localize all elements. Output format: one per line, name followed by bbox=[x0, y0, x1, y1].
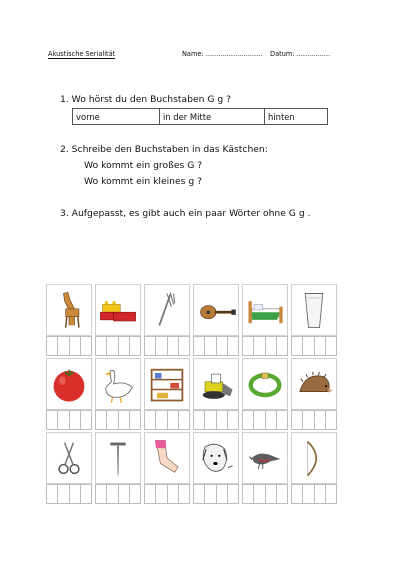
letter-box[interactable] bbox=[129, 484, 141, 504]
lego-bricks-icon bbox=[95, 284, 141, 336]
letter-box[interactable] bbox=[167, 410, 178, 430]
letter-box[interactable] bbox=[178, 484, 190, 504]
letter-box[interactable] bbox=[106, 410, 117, 430]
picture-cell-dog-collar bbox=[242, 358, 288, 430]
goose-icon bbox=[95, 358, 141, 410]
subtask-capital-g: Wo kommt ein großes G ? bbox=[84, 160, 203, 171]
letter-box[interactable] bbox=[291, 410, 302, 430]
letter-boxes bbox=[46, 410, 92, 430]
letter-boxes bbox=[291, 410, 337, 430]
letter-box[interactable] bbox=[216, 410, 227, 430]
picture-cell-giraffe bbox=[46, 284, 92, 356]
letter-box[interactable] bbox=[204, 336, 215, 356]
letter-box[interactable] bbox=[253, 410, 264, 430]
letter-box[interactable] bbox=[155, 410, 166, 430]
letter-box[interactable] bbox=[291, 484, 302, 504]
letter-box[interactable] bbox=[167, 336, 178, 356]
letter-box[interactable] bbox=[80, 410, 92, 430]
letter-box[interactable] bbox=[57, 484, 68, 504]
nail-icon bbox=[95, 432, 141, 484]
letter-box[interactable] bbox=[144, 410, 155, 430]
letter-box[interactable] bbox=[216, 484, 227, 504]
letter-box[interactable] bbox=[95, 484, 106, 504]
letter-box[interactable] bbox=[57, 336, 68, 356]
letter-box[interactable] bbox=[193, 410, 204, 430]
letter-box[interactable] bbox=[302, 484, 313, 504]
task-1: 1. Wo hörst du den Buchstaben G g ? bbox=[60, 94, 232, 105]
letter-boxes bbox=[193, 484, 239, 504]
letter-box[interactable] bbox=[178, 410, 190, 430]
letter-box[interactable] bbox=[46, 336, 57, 356]
shelf-icon bbox=[144, 358, 190, 410]
picture-cell-goose bbox=[95, 358, 141, 430]
letter-box[interactable] bbox=[95, 336, 106, 356]
letter-box[interactable] bbox=[118, 336, 129, 356]
picture-grid bbox=[46, 284, 339, 505]
bow-icon bbox=[291, 432, 337, 484]
letter-box[interactable] bbox=[325, 484, 337, 504]
giraffe-icon bbox=[46, 284, 92, 336]
letter-box[interactable] bbox=[193, 336, 204, 356]
picture-cell-scissors bbox=[46, 432, 92, 504]
hedgehog-icon bbox=[291, 358, 337, 410]
guitar-icon bbox=[193, 284, 239, 336]
letter-boxes bbox=[46, 484, 92, 504]
letter-boxes bbox=[95, 484, 141, 504]
letter-box[interactable] bbox=[325, 336, 337, 356]
letter-box[interactable] bbox=[314, 484, 325, 504]
picture-cell-hedgehog bbox=[291, 358, 337, 430]
letter-box[interactable] bbox=[167, 484, 178, 504]
letter-box[interactable] bbox=[314, 410, 325, 430]
picture-cell-shelf bbox=[144, 358, 190, 430]
letter-box[interactable] bbox=[106, 336, 117, 356]
letter-boxes bbox=[291, 336, 337, 356]
letter-box[interactable] bbox=[46, 410, 57, 430]
letter-box[interactable] bbox=[204, 484, 215, 504]
letter-box[interactable] bbox=[129, 336, 141, 356]
picture-cell-bird bbox=[242, 432, 288, 504]
letter-box[interactable] bbox=[80, 484, 92, 504]
position-back[interactable]: hinten bbox=[265, 109, 328, 125]
letter-box[interactable] bbox=[291, 336, 302, 356]
letter-box[interactable] bbox=[144, 484, 155, 504]
letter-boxes bbox=[144, 336, 190, 356]
letter-box[interactable] bbox=[265, 336, 276, 356]
picture-cell-lego-bricks bbox=[95, 284, 141, 356]
subtask-small-g: Wo kommt ein kleines g ? bbox=[84, 176, 202, 187]
letter-box[interactable] bbox=[302, 410, 313, 430]
picture-cell-bow bbox=[291, 432, 337, 504]
picture-cell-nail bbox=[95, 432, 141, 504]
letter-boxes bbox=[242, 336, 288, 356]
position-table bbox=[72, 108, 328, 125]
letter-box[interactable] bbox=[57, 410, 68, 430]
letter-box[interactable] bbox=[69, 336, 80, 356]
letter-box[interactable] bbox=[242, 484, 253, 504]
position-middle[interactable]: in der Mitte bbox=[160, 109, 265, 125]
letter-box[interactable] bbox=[276, 410, 288, 430]
letter-box[interactable] bbox=[314, 336, 325, 356]
tomato-icon bbox=[46, 358, 92, 410]
letter-box[interactable] bbox=[204, 410, 215, 430]
letter-box[interactable] bbox=[95, 410, 106, 430]
letter-box[interactable] bbox=[178, 336, 190, 356]
picture-cell-glass bbox=[291, 284, 337, 356]
bed-icon bbox=[242, 284, 288, 336]
letter-boxes bbox=[193, 336, 239, 356]
letter-box[interactable] bbox=[69, 484, 80, 504]
picture-cell-arm bbox=[144, 432, 190, 504]
letter-boxes bbox=[144, 410, 190, 430]
letter-box[interactable] bbox=[276, 336, 288, 356]
letter-boxes bbox=[95, 336, 141, 356]
letter-box[interactable] bbox=[46, 484, 57, 504]
name-field[interactable]: Name: ........................... bbox=[182, 50, 263, 58]
glass-icon bbox=[291, 284, 337, 336]
letter-box[interactable] bbox=[155, 336, 166, 356]
letter-boxes bbox=[95, 410, 141, 430]
letter-box[interactable] bbox=[253, 336, 264, 356]
letter-box[interactable] bbox=[276, 484, 288, 504]
picture-cell-bed bbox=[242, 284, 288, 356]
letter-box[interactable] bbox=[227, 410, 239, 430]
letter-boxes bbox=[242, 410, 288, 430]
picture-cell-dog bbox=[193, 432, 239, 504]
scissors-icon bbox=[46, 432, 92, 484]
letter-box[interactable] bbox=[155, 484, 166, 504]
bird-icon bbox=[242, 432, 288, 484]
letter-box[interactable] bbox=[242, 336, 253, 356]
worksheet-title: Akustische Serialität bbox=[48, 50, 116, 58]
arm-icon bbox=[144, 432, 190, 484]
task-2: 2. Schreibe den Buchstaben in das Kästchen: bbox=[60, 144, 268, 155]
letter-box[interactable] bbox=[129, 410, 141, 430]
letter-box[interactable] bbox=[265, 410, 276, 430]
letter-box[interactable] bbox=[265, 484, 276, 504]
letter-boxes bbox=[242, 484, 288, 504]
letter-boxes bbox=[193, 410, 239, 430]
picture-cell-tomato bbox=[46, 358, 92, 430]
position-front[interactable]: vorne bbox=[73, 109, 160, 125]
letter-box[interactable] bbox=[118, 410, 129, 430]
date-field[interactable]: Datum: ................ bbox=[270, 50, 331, 58]
picture-cell-guitar bbox=[193, 284, 239, 356]
letter-box[interactable] bbox=[242, 410, 253, 430]
letter-box[interactable] bbox=[144, 336, 155, 356]
letter-box[interactable] bbox=[106, 484, 117, 504]
picture-cell-fork bbox=[144, 284, 190, 356]
bulldozer-icon bbox=[193, 358, 239, 410]
task-3: 3. Aufgepasst, es gibt auch ein paar Wörter ohne G g . bbox=[60, 208, 311, 219]
letter-box[interactable] bbox=[253, 484, 264, 504]
letter-box[interactable] bbox=[216, 336, 227, 356]
letter-box[interactable] bbox=[80, 336, 92, 356]
letter-box[interactable] bbox=[69, 410, 80, 430]
letter-box[interactable] bbox=[325, 410, 337, 430]
dog-collar-icon bbox=[242, 358, 288, 410]
letter-box[interactable] bbox=[227, 336, 239, 356]
picture-cell-bulldozer bbox=[193, 358, 239, 430]
letter-box[interactable] bbox=[193, 484, 204, 504]
letter-box[interactable] bbox=[118, 484, 129, 504]
dog-icon bbox=[193, 432, 239, 484]
letter-boxes bbox=[144, 484, 190, 504]
letter-boxes bbox=[291, 484, 337, 504]
fork-icon bbox=[144, 284, 190, 336]
letter-box[interactable] bbox=[227, 484, 239, 504]
letter-box[interactable] bbox=[302, 336, 313, 356]
letter-boxes bbox=[46, 336, 92, 356]
